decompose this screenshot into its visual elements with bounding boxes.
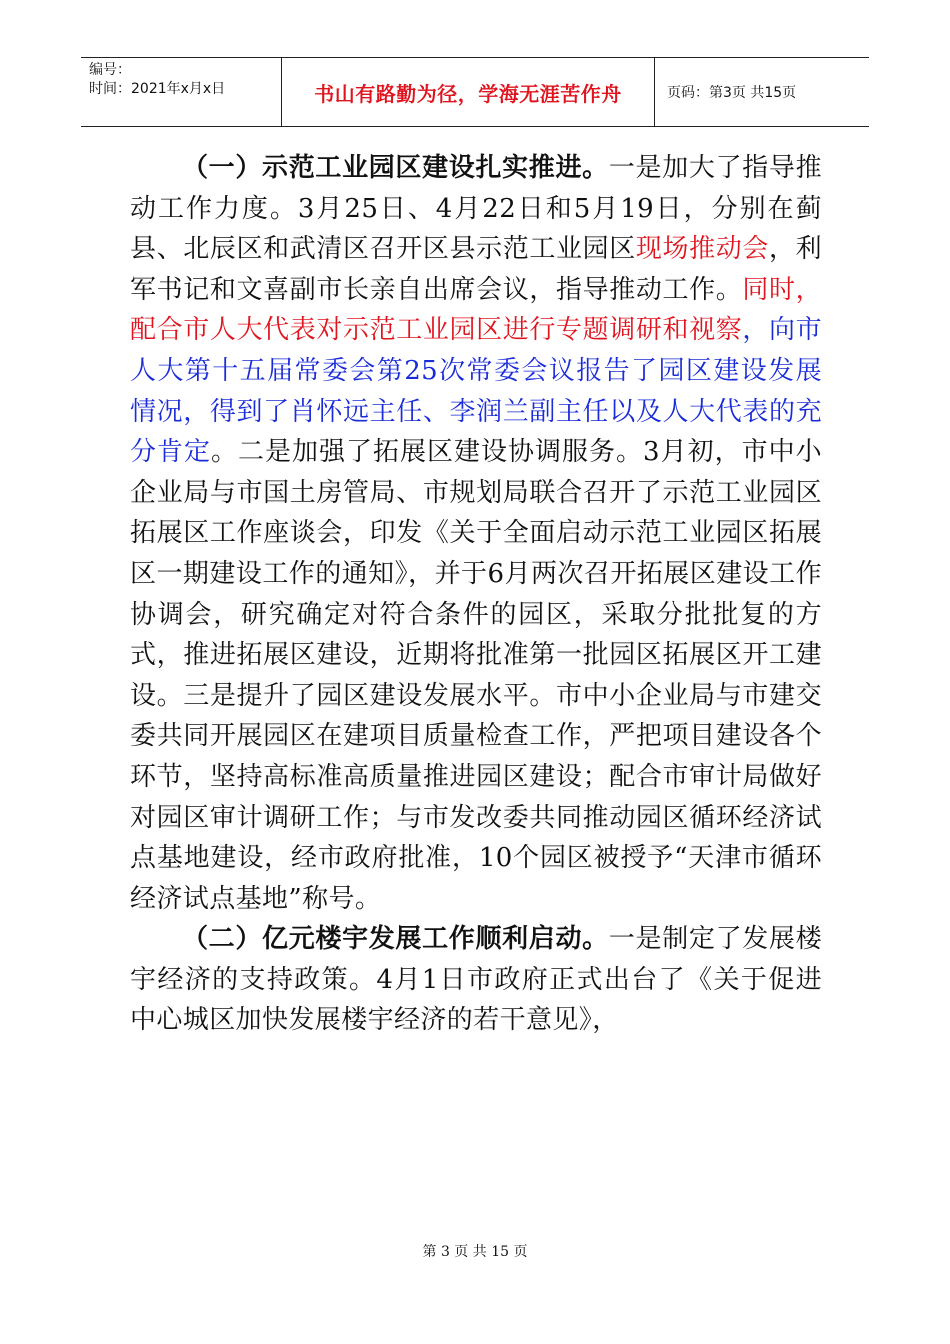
- page-header: [81, 57, 869, 127]
- page-footer: 第 3 页 共 15 页: [422, 1244, 528, 1260]
- document-body: [130, 148, 822, 1041]
- paragraph-1: [130, 148, 822, 919]
- header-motto: 书山有路勤为径，学海无涯苦作舟: [281, 58, 655, 126]
- paragraph-1-text-c: 。二是加强了拓展区建设协调服务。3月初，市中小企业局与市国土房管局、市规划局联合召开了示范工业园区拓展区工作座谈会，印发《关于全面启动示范工业园区拓展区一期建设工作的通知》，并于6月两次召开拓展区建设工作协调会，研究确定对符合条件的园区，采取分批批复的方式，推进拓展区建设，近期将批准第一批园区拓展区开工建设。三是提升了园区建设发展水平。市中小企业局与市建交委共同开展园区在建项目质量检查工作，严把项目建设各个环节，坚持高标准高质量推进园区建设；配合市审计局做好对园区审计调研工作；与市发改委共同推动园区循环经济试点基地建设，经市政府批准，10个园区被授予“天津市循环经济试点基地”称号。: [130, 437, 822, 914]
- section-heading-2: （二）亿元楼宇发展工作顺利启动。: [182, 924, 609, 955]
- highlight-blue-1: ，向市人大第十五届常委会第25次常委会议报告了园区建设发展情况，得到了肖怀远主任、李润兰副主任以及人大代表的充分肯定: [130, 315, 823, 468]
- header-meta: [81, 58, 281, 126]
- document-time-label: 时间：2021年x月x日: [89, 81, 226, 97]
- header-page-info: 页码：第3页 共15页: [667, 85, 797, 101]
- section-heading-1: （一）示范工业园区建设扎实推进。: [182, 153, 609, 183]
- paragraph-1-text-a: 一是加大了指导推动工作力度。3月25日、4月22日和5月19日，分别在蓟县、北辰区和武清区召开区县示范工业园区: [130, 153, 823, 265]
- paragraph-1-text-b: ，利军书记和文喜副市长亲自出席会议，指导推动工作。: [130, 234, 822, 305]
- highlight-red-2: 同时，配合市人大代表对示范工业园区进行专题调研和视察: [130, 274, 823, 346]
- paragraph-2-text-a: 一是制定了发展楼宇经济的支持政策。4月1日市政府正式出台了《关于促进中心城区加快发展楼宇经济的若干意见》，: [130, 924, 823, 1036]
- highlight-red-1: 现场推动会: [635, 234, 769, 265]
- paragraph-2: [130, 919, 822, 1041]
- document-number-label: 编号：: [89, 62, 131, 78]
